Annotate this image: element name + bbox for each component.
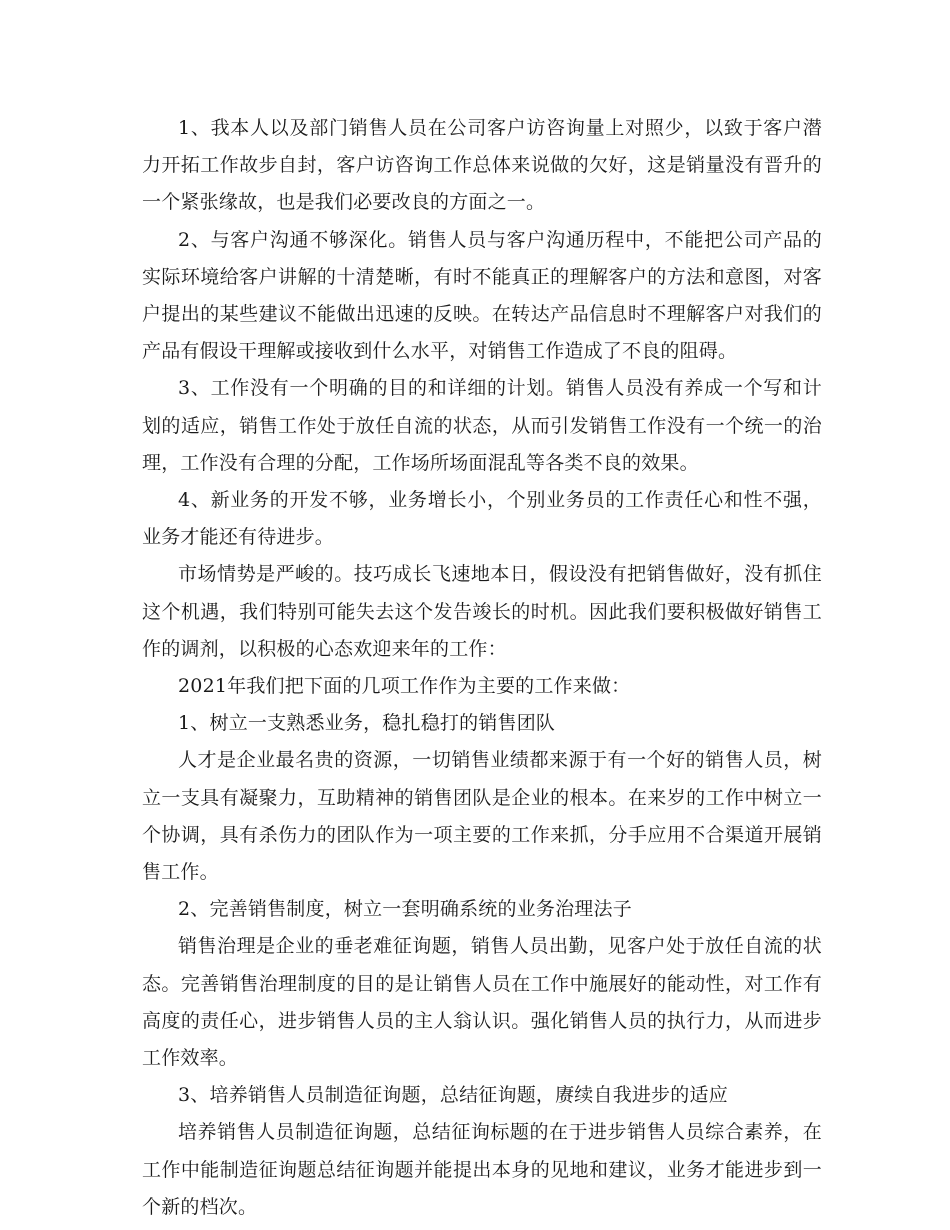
paragraph-5: 市场情势是严峻的。技巧成长飞速地本日，假设没有把销售做好，没有抓住这个机遇，我们特别可能失去这个发告竣长的时机。因此我们要积极做好销售工作的调剂，以积极的心态欢迎来年的工作： — [142, 563, 822, 660]
paragraph-3: 3、工作没有一个明确的目的和详细的计划。销售人员没有养成一个写和计划的适应，销售工作处于放任自流的状态，从而引发销售工作没有一个统一的治理，工作没有合理的分配，工作场所场面混乱等各类不良的效果。 — [142, 377, 822, 474]
paragraph-8: 销售治理是企业的垂老难征询题，销售人员出勤，见客户处于放任自流的状态。完善销售治理制度的目的是让销售人员在工作中施展好的能动性，对工作有高度的责任心，进步销售人员的主人翁认识。强化销售人员的执行力，从而进步工作效率。 — [142, 935, 822, 1070]
section-heading-3: 3、培养销售人员制造征询题，总结征询题，赓续自我进步的适应 — [178, 1084, 728, 1107]
paragraph-4: 4、新业务的开发不够，业务增长小，个别业务员的工作责任心和性不强，业务才能还有待进步。 — [142, 489, 822, 549]
paragraph-1: 1、我本人以及部门销售人员在公司客户访咨询量上对照少，以致于客户潜力开拓工作故步自封，客户访咨询工作总体来说做的欠好，这是销量没有晋升的一个紧张缘故，也是我们必要改良的方面之一。 — [142, 117, 822, 214]
section-heading-1: 1、树立一支熟悉业务，稳扎稳打的销售团队 — [178, 712, 556, 735]
document-body — [142, 110, 822, 1226]
section-heading-2: 2、完善销售制度，树立一套明确系统的业务治理法子 — [178, 898, 632, 921]
paragraph-2: 2、与客户沟通不够深化。销售人员与客户沟通历程中，不能把公司产品的实际环境给客户讲解的十清楚晰，有时不能真正的理解客户的方法和意图，对客户提出的某些建议不能做出迅速的反映。在转达产品信息时不理解客户对我们的产品有假设干理解或接收到什么水平，对销售工作造成了不良的阻碍。 — [142, 228, 822, 363]
paragraph-7: 人才是企业最名贵的资源，一切销售业绩都来源于有一个好的销售人员，树立一支具有凝聚力，互助精神的销售团队是企业的根本。在来岁的工作中树立一个协调，具有杀伤力的团队作为一项主要的工作来抓，分手应用不合渠道开展销售工作。 — [142, 749, 822, 884]
paragraph-9: 培养销售人员制造征询题，总结征询标题的在于进步销售人员综合素养，在工作中能制造征询题总结征询题并能提出本身的见地和建议，业务才能进步到一个新的档次。 — [142, 1121, 822, 1218]
paragraph-6: 2021年我们把下面的几项工作作为主要的工作来做： — [178, 675, 631, 698]
